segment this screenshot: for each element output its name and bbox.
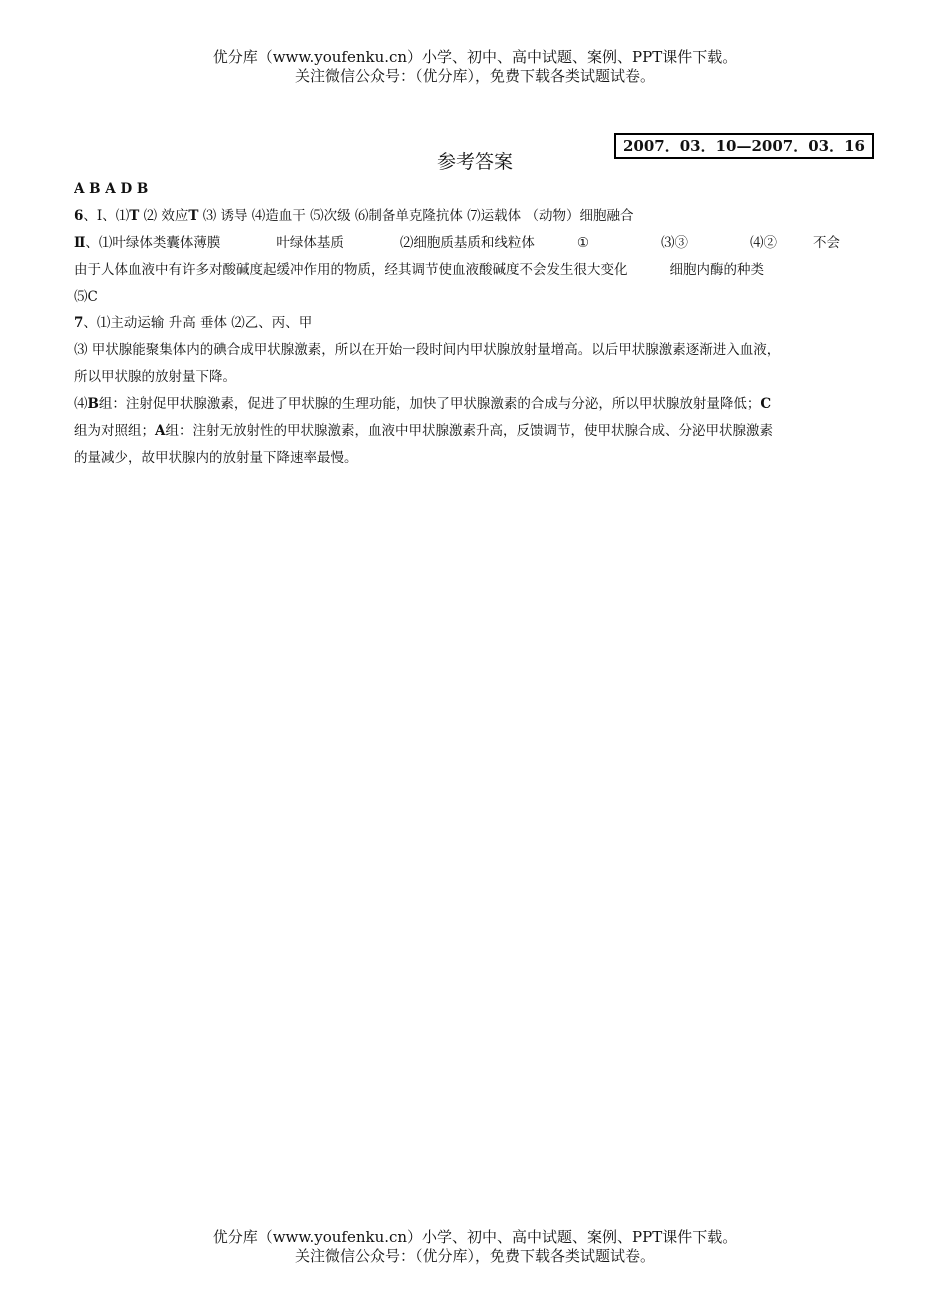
q6-part2-e: ⑶③ — [661, 235, 688, 251]
q6-number: 6 — [74, 208, 84, 224]
q6-part2-c: ⑵细胞质基质和线粒体 — [399, 235, 535, 251]
q7-line-1 — [74, 313, 888, 333]
page-title: 参考答案 — [436, 151, 513, 173]
q6-part2-g: 不会 — [813, 235, 840, 251]
q6-line-1 — [74, 206, 888, 226]
q6-part2-a: 、⑴叶绿体类囊体薄膜 — [85, 235, 221, 251]
q6-part1-rest: ⑶ 诱导 ⑷造血干 ⑸次级 ⑹制备单克隆抗体 ⑺运载体 （动物）细胞融合 — [198, 208, 634, 224]
q7-line4-rest: 组：注射促甲状腺激素，促进了甲状腺的生理功能，加快了甲状腺激素的合成与分泌，所以甲状腺放射量降低； — [98, 396, 761, 412]
q6-part1-mid: ⑵ 效应 — [139, 208, 189, 224]
q7-line-4 — [74, 394, 888, 414]
q6-line3-b: 细胞内酶的种类 — [669, 262, 764, 278]
header-line-1: 优分库（www.youfenku.cn）小学、初中、高中试题、案例、PPT课件下载。 — [212, 48, 738, 66]
page-header — [0, 48, 950, 86]
q6-part2-b: 叶绿体基质 — [276, 235, 344, 251]
q7-group-c: C — [760, 396, 772, 412]
q6-answer-t2: T — [188, 208, 199, 224]
q7-line-3: 所以甲状腺的放射量下降。 — [74, 369, 236, 385]
date-range-box: 2007．03．10—2007．03．16 — [614, 133, 874, 159]
q6-part2-label: Ⅱ — [74, 235, 86, 251]
q7-line-6: 的量减少，故甲状腺内的放射量下降速率最慢。 — [74, 450, 358, 466]
q6-line-4: ⑸C — [74, 289, 98, 305]
q7-line4-prefix: ⑷ — [74, 396, 88, 412]
q7-line5-a: 组为对照组； — [74, 423, 155, 439]
q7-line-5 — [74, 421, 888, 441]
footer-line-2: 关注微信公众号：（优分库），免费下载各类试题试卷。 — [294, 1247, 655, 1265]
q6-answer-t1: T — [129, 208, 140, 224]
q7-line-2: ⑶ 甲状腺能聚集体内的碘合成甲状腺激素，所以在开始一段时间内甲状腺放射量增高。以后甲状腺激素逐渐进入血液， — [74, 342, 781, 358]
q7-group-b: B — [87, 396, 99, 412]
multiple-choice-answers: A B A D B — [74, 181, 149, 197]
q6-part1-prefix: 、Ⅰ、⑴ — [83, 208, 130, 224]
q6-line-3 — [74, 260, 888, 280]
header-line-2: 关注微信公众号：（优分库），免费下载各类试题试卷。 — [294, 67, 655, 85]
q6-line-2 — [74, 233, 888, 253]
footer-line-1: 优分库（www.youfenku.cn）小学、初中、高中试题、案例、PPT课件下载。 — [212, 1228, 738, 1246]
q7-line1-text: 、⑴主动运输 升高 垂体 ⑵乙、丙、甲 — [83, 315, 313, 331]
q6-part2-d: ① — [576, 235, 589, 251]
q6-part2-f: ⑷② — [750, 235, 777, 251]
q7-group-a: A — [155, 423, 166, 439]
page-footer — [0, 1228, 950, 1266]
q6-line3-a: 由于人体血液中有许多对酸碱度起缓冲作用的物质，经其调节使血液酸碱度不会发生很大变化 — [74, 262, 628, 278]
q7-number: 7 — [74, 315, 84, 331]
q7-line5-b: 组：注射无放射性的甲状腺激素，血液中甲状腺激素升高，反馈调节，使甲状腺合成、分泌甲状腺激素 — [165, 423, 773, 439]
